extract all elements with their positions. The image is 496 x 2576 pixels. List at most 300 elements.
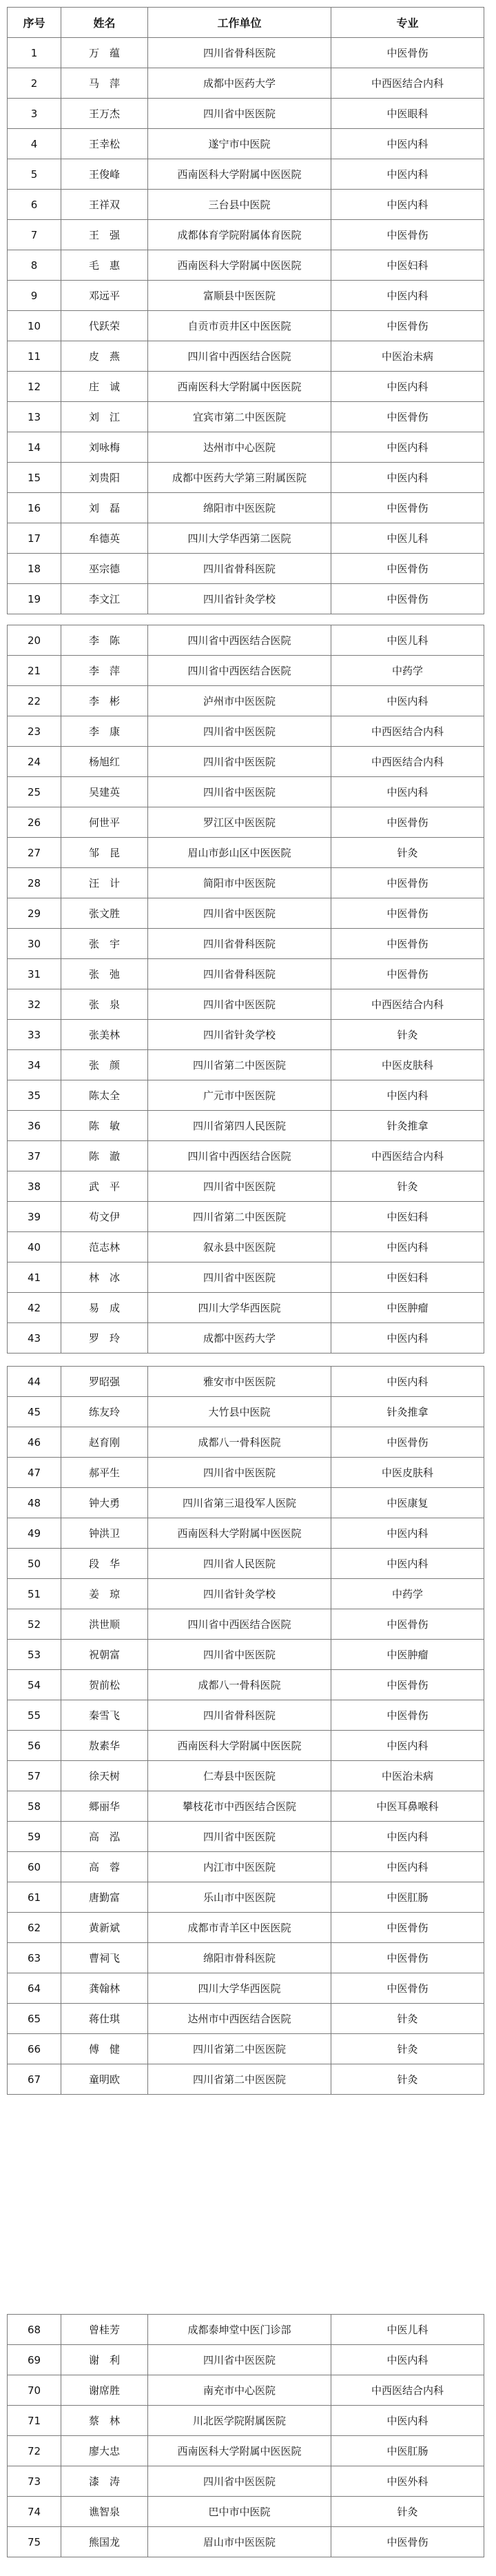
cell-no: 2 — [8, 68, 61, 99]
cell-no: 33 — [8, 1020, 61, 1050]
cell-no: 74 — [8, 2497, 61, 2527]
table-row — [8, 1488, 484, 1518]
table-row — [8, 1973, 484, 2004]
cell-unit: 四川省中西医结合医院 — [148, 656, 331, 686]
cell-no: 51 — [8, 1579, 61, 1609]
cell-no: 44 — [8, 1367, 61, 1397]
cell-specialty: 中西医结合内科 — [331, 2375, 484, 2406]
cell-unit: 自贡市贡井区中医医院 — [148, 311, 331, 341]
cell-specialty: 中医肛肠 — [331, 2436, 484, 2466]
table-row — [8, 2527, 484, 2557]
cell-no: 26 — [8, 807, 61, 838]
table-row — [8, 281, 484, 311]
cell-unit: 四川省中医医院 — [148, 2345, 331, 2375]
cell-unit: 遂宁市中医院 — [148, 129, 331, 159]
cell-name: 杨旭红 — [61, 747, 148, 777]
cell-name: 谢 利 — [61, 2345, 148, 2375]
table-row — [8, 1397, 484, 1427]
cell-name: 高 蓉 — [61, 1852, 148, 1882]
table-row — [8, 1232, 484, 1262]
cell-name: 皮 燕 — [61, 341, 148, 372]
cell-name: 钟洪卫 — [61, 1518, 148, 1549]
cell-no: 20 — [8, 625, 61, 656]
table-row — [8, 1579, 484, 1609]
table-row — [8, 777, 484, 807]
table-row — [8, 1670, 484, 1700]
cell-name: 刘 江 — [61, 402, 148, 432]
cell-specialty: 针灸 — [331, 1171, 484, 1202]
cell-unit: 达州市中心医院 — [148, 432, 331, 463]
cell-unit: 四川省中医医院 — [148, 1262, 331, 1293]
cell-specialty: 中医骨伤 — [331, 929, 484, 959]
table-row — [8, 68, 484, 99]
cell-unit: 四川省针灸学校 — [148, 1579, 331, 1609]
cell-specialty: 针灸 — [331, 2034, 484, 2064]
cell-no: 30 — [8, 929, 61, 959]
cell-unit: 乐山市中医医院 — [148, 1882, 331, 1913]
cell-name: 王幸松 — [61, 129, 148, 159]
cell-unit: 成都八一骨科医院 — [148, 1670, 331, 1700]
cell-no: 3 — [8, 99, 61, 129]
cell-unit: 成都市青羊区中医医院 — [148, 1913, 331, 1943]
table-row — [8, 1791, 484, 1822]
cell-no: 5 — [8, 159, 61, 190]
table-row — [8, 1141, 484, 1171]
cell-unit: 四川省骨科医院 — [148, 1700, 331, 1731]
cell-name: 唐勤富 — [61, 1882, 148, 1913]
cell-specialty: 中医内科 — [331, 2345, 484, 2375]
table-row — [8, 2497, 484, 2527]
cell-specialty: 中医内科 — [331, 281, 484, 311]
cell-name: 邹 昆 — [61, 838, 148, 868]
table-row — [8, 929, 484, 959]
cell-no: 56 — [8, 1731, 61, 1761]
cell-no: 60 — [8, 1852, 61, 1882]
table-row — [8, 38, 484, 68]
cell-no: 52 — [8, 1609, 61, 1640]
cell-name: 范志林 — [61, 1232, 148, 1262]
table-row — [8, 625, 484, 656]
cell-unit: 四川省中西医结合医院 — [148, 1141, 331, 1171]
cell-name: 易 成 — [61, 1293, 148, 1323]
cell-unit: 四川省骨科医院 — [148, 929, 331, 959]
cell-name: 万 蕴 — [61, 38, 148, 68]
table-row — [8, 159, 484, 190]
cell-no: 68 — [8, 2315, 61, 2345]
cell-name: 贺前松 — [61, 1670, 148, 1700]
roster-table-4 — [7, 2314, 484, 2557]
cell-unit: 四川省中西医结合医院 — [148, 625, 331, 656]
cell-specialty: 针灸推拿 — [331, 1397, 484, 1427]
table-row — [8, 523, 484, 554]
table-row — [8, 656, 484, 686]
table-row — [8, 1761, 484, 1791]
table-row — [8, 1323, 484, 1354]
cell-name: 熊国龙 — [61, 2527, 148, 2557]
cell-specialty: 中医内科 — [331, 1549, 484, 1579]
cell-no: 50 — [8, 1549, 61, 1579]
table-row — [8, 1943, 484, 1973]
cell-unit: 叙永县中医医院 — [148, 1232, 331, 1262]
cell-name: 张 泉 — [61, 989, 148, 1020]
cell-unit: 成都中医药大学 — [148, 1323, 331, 1354]
cell-specialty: 中医妇科 — [331, 250, 484, 281]
cell-specialty: 中医肿瘤 — [331, 1293, 484, 1323]
cell-specialty: 中医肛肠 — [331, 1882, 484, 1913]
cell-unit: 四川省第二中医医院 — [148, 2064, 331, 2095]
table-body — [8, 625, 484, 1354]
cell-no: 58 — [8, 1791, 61, 1822]
cell-specialty: 中医骨伤 — [331, 311, 484, 341]
cell-name: 邓远平 — [61, 281, 148, 311]
cell-unit: 四川省中医医院 — [148, 989, 331, 1020]
table-row — [8, 554, 484, 584]
cell-specialty: 针灸 — [331, 2497, 484, 2527]
cell-unit: 成都中医药大学第三附属医院 — [148, 463, 331, 493]
cell-name: 童明欧 — [61, 2064, 148, 2095]
cell-unit: 简阳市中医医院 — [148, 868, 331, 898]
cell-name: 李 彬 — [61, 686, 148, 716]
cell-no: 54 — [8, 1670, 61, 1700]
table-row — [8, 2064, 484, 2095]
table-row — [8, 2375, 484, 2406]
cell-no: 73 — [8, 2466, 61, 2497]
cell-no: 17 — [8, 523, 61, 554]
cell-name: 李文江 — [61, 584, 148, 614]
cell-unit: 四川省中西医结合医院 — [148, 341, 331, 372]
table-row — [8, 311, 484, 341]
cell-name: 刘咏梅 — [61, 432, 148, 463]
header-row — [8, 8, 484, 38]
cell-name: 傅 健 — [61, 2034, 148, 2064]
table-body — [8, 2315, 484, 2557]
cell-name: 姜 琼 — [61, 1579, 148, 1609]
cell-unit: 成都泰坤堂中医门诊部 — [148, 2315, 331, 2345]
table-row — [8, 463, 484, 493]
cell-no: 21 — [8, 656, 61, 686]
table-row — [8, 220, 484, 250]
cell-no: 29 — [8, 898, 61, 929]
cell-name: 秦雪飞 — [61, 1700, 148, 1731]
cell-unit: 三台县中医院 — [148, 190, 331, 220]
cell-name: 刘贵阳 — [61, 463, 148, 493]
cell-no: 63 — [8, 1943, 61, 1973]
cell-unit: 内江市中医医院 — [148, 1852, 331, 1882]
cell-no: 41 — [8, 1262, 61, 1293]
cell-no: 59 — [8, 1822, 61, 1852]
cell-specialty: 中医内科 — [331, 129, 484, 159]
cell-unit: 四川省第二中医医院 — [148, 2034, 331, 2064]
table-row — [8, 250, 484, 281]
cell-no: 14 — [8, 432, 61, 463]
cell-unit: 西南医科大学附属中医医院 — [148, 372, 331, 402]
cell-no: 34 — [8, 1050, 61, 1080]
cell-specialty: 中医内科 — [331, 1852, 484, 1882]
cell-no: 66 — [8, 2034, 61, 2064]
roster-table-1 — [7, 7, 484, 614]
table-row — [8, 1731, 484, 1761]
cell-name: 祝朝富 — [61, 1640, 148, 1670]
table-row — [8, 1427, 484, 1458]
cell-no: 23 — [8, 716, 61, 747]
cell-no: 16 — [8, 493, 61, 523]
cell-unit: 四川省第二中医医院 — [148, 1202, 331, 1232]
table-row — [8, 1822, 484, 1852]
cell-name: 代跃荣 — [61, 311, 148, 341]
cell-unit: 罗江区中医医院 — [148, 807, 331, 838]
cell-no: 4 — [8, 129, 61, 159]
cell-no: 28 — [8, 868, 61, 898]
cell-specialty: 中医骨伤 — [331, 2527, 484, 2557]
table-row — [8, 1293, 484, 1323]
cell-name: 刘 磊 — [61, 493, 148, 523]
table-row — [8, 838, 484, 868]
cell-specialty: 中医治未病 — [331, 1761, 484, 1791]
cell-name: 苟文伊 — [61, 1202, 148, 1232]
cell-no: 12 — [8, 372, 61, 402]
cell-specialty: 中医康复 — [331, 1488, 484, 1518]
cell-unit: 富顺县中医医院 — [148, 281, 331, 311]
table-row — [8, 1171, 484, 1202]
cell-specialty: 中医眼科 — [331, 99, 484, 129]
table-body — [8, 38, 484, 614]
cell-name: 洪世顺 — [61, 1609, 148, 1640]
cell-specialty: 中医骨伤 — [331, 1913, 484, 1943]
cell-unit: 四川省中医医院 — [148, 898, 331, 929]
cell-no: 39 — [8, 1202, 61, 1232]
cell-name: 王俊峰 — [61, 159, 148, 190]
cell-unit: 西南医科大学附属中医医院 — [148, 2436, 331, 2466]
cell-name: 徐天树 — [61, 1761, 148, 1791]
table-row — [8, 2004, 484, 2034]
table-row — [8, 1020, 484, 1050]
table-row — [8, 372, 484, 402]
cell-unit: 大竹县中医院 — [148, 1397, 331, 1427]
cell-name: 郝平生 — [61, 1458, 148, 1488]
cell-name: 王 强 — [61, 220, 148, 250]
table-row — [8, 1367, 484, 1397]
cell-unit: 四川省第四人民医院 — [148, 1111, 331, 1141]
cell-no: 47 — [8, 1458, 61, 1488]
cell-specialty: 中医骨伤 — [331, 959, 484, 989]
cell-name: 李 萍 — [61, 656, 148, 686]
cell-unit: 四川省第三退役军人医院 — [148, 1488, 331, 1518]
cell-specialty: 针灸 — [331, 2004, 484, 2034]
cell-specialty: 针灸 — [331, 1020, 484, 1050]
table-row — [8, 807, 484, 838]
cell-specialty: 中药学 — [331, 1579, 484, 1609]
cell-no: 48 — [8, 1488, 61, 1518]
table-row — [8, 402, 484, 432]
table-row — [8, 2406, 484, 2436]
cell-specialty: 中医内科 — [331, 777, 484, 807]
cell-specialty: 中医内科 — [331, 686, 484, 716]
table-row — [8, 1262, 484, 1293]
cell-no: 24 — [8, 747, 61, 777]
cell-no: 9 — [8, 281, 61, 311]
cell-no: 40 — [8, 1232, 61, 1262]
cell-unit: 达州市中西医结合医院 — [148, 2004, 331, 2034]
cell-unit: 四川省中医医院 — [148, 777, 331, 807]
cell-specialty: 中西医结合内科 — [331, 716, 484, 747]
cell-specialty: 中医肿瘤 — [331, 1640, 484, 1670]
cell-specialty: 中医儿科 — [331, 2315, 484, 2345]
cell-name: 罗昭强 — [61, 1367, 148, 1397]
cell-unit: 仁寿县中医医院 — [148, 1761, 331, 1791]
cell-specialty: 中医骨伤 — [331, 1973, 484, 2004]
cell-no: 69 — [8, 2345, 61, 2375]
cell-specialty: 中医内科 — [331, 1731, 484, 1761]
table-row — [8, 129, 484, 159]
cell-specialty: 针灸推拿 — [331, 1111, 484, 1141]
cell-no: 8 — [8, 250, 61, 281]
roster-table-3 — [7, 1366, 484, 2095]
cell-unit: 四川省中医医院 — [148, 1458, 331, 1488]
cell-name: 张美林 — [61, 1020, 148, 1050]
cell-name: 庄 诚 — [61, 372, 148, 402]
table-row — [8, 1852, 484, 1882]
cell-specialty: 中医骨伤 — [331, 1943, 484, 1973]
table-row — [8, 1549, 484, 1579]
cell-specialty: 中医妇科 — [331, 1262, 484, 1293]
table-row — [8, 747, 484, 777]
cell-specialty: 中西医结合内科 — [331, 989, 484, 1020]
cell-name: 张 宇 — [61, 929, 148, 959]
table-row — [8, 584, 484, 614]
cell-no: 6 — [8, 190, 61, 220]
cell-specialty: 中医骨伤 — [331, 584, 484, 614]
cell-name: 高 泓 — [61, 1822, 148, 1852]
table-row — [8, 2436, 484, 2466]
cell-name: 陈太全 — [61, 1080, 148, 1111]
cell-name: 廖大忠 — [61, 2436, 148, 2466]
table-row — [8, 868, 484, 898]
cell-specialty: 中医骨伤 — [331, 868, 484, 898]
cell-unit: 绵阳市中医医院 — [148, 493, 331, 523]
table-row — [8, 2315, 484, 2345]
cell-no: 11 — [8, 341, 61, 372]
cell-name: 张 弛 — [61, 959, 148, 989]
cell-specialty: 中医内科 — [331, 190, 484, 220]
cell-no: 53 — [8, 1640, 61, 1670]
cell-specialty: 中医内科 — [331, 159, 484, 190]
cell-unit: 西南医科大学附属中医医院 — [148, 250, 331, 281]
cell-specialty: 中医内科 — [331, 463, 484, 493]
header-unit: 工作单位 — [148, 8, 331, 38]
cell-unit: 四川省骨科医院 — [148, 38, 331, 68]
cell-unit: 四川省中医医院 — [148, 1822, 331, 1852]
cell-specialty: 中医内科 — [331, 1367, 484, 1397]
table-row — [8, 898, 484, 929]
cell-no: 45 — [8, 1397, 61, 1427]
cell-name: 陈 澈 — [61, 1141, 148, 1171]
cell-no: 19 — [8, 584, 61, 614]
cell-name: 林 冰 — [61, 1262, 148, 1293]
cell-specialty: 中医儿科 — [331, 523, 484, 554]
cell-name: 曹祠飞 — [61, 1943, 148, 1973]
cell-name: 漆 涛 — [61, 2466, 148, 2497]
cell-unit: 四川省针灸学校 — [148, 1020, 331, 1050]
cell-specialty: 中医内科 — [331, 1232, 484, 1262]
cell-unit: 攀枝花市中西医结合医院 — [148, 1791, 331, 1822]
cell-specialty: 针灸 — [331, 838, 484, 868]
cell-specialty: 中医骨伤 — [331, 402, 484, 432]
cell-specialty: 中西医结合内科 — [331, 747, 484, 777]
cell-no: 55 — [8, 1700, 61, 1731]
cell-no: 31 — [8, 959, 61, 989]
table-row — [8, 1458, 484, 1488]
cell-unit: 四川省骨科医院 — [148, 959, 331, 989]
cell-unit: 西南医科大学附属中医医院 — [148, 1518, 331, 1549]
table-row — [8, 686, 484, 716]
table-row — [8, 2034, 484, 2064]
table-row — [8, 716, 484, 747]
cell-name: 黄新斌 — [61, 1913, 148, 1943]
cell-specialty: 中医骨伤 — [331, 493, 484, 523]
cell-name: 李 陈 — [61, 625, 148, 656]
cell-specialty: 中医内科 — [331, 372, 484, 402]
cell-no: 61 — [8, 1882, 61, 1913]
cell-no: 62 — [8, 1913, 61, 1943]
table-row — [8, 2466, 484, 2497]
table-row — [8, 1080, 484, 1111]
cell-specialty: 中医骨伤 — [331, 1609, 484, 1640]
cell-name: 曾桂芳 — [61, 2315, 148, 2345]
cell-name: 钟大勇 — [61, 1488, 148, 1518]
cell-unit: 四川省中西医结合医院 — [148, 1609, 331, 1640]
table-row — [8, 1640, 484, 1670]
cell-specialty: 中药学 — [331, 656, 484, 686]
cell-no: 49 — [8, 1518, 61, 1549]
cell-no: 75 — [8, 2527, 61, 2557]
cell-unit: 四川省骨科医院 — [148, 554, 331, 584]
table-row — [8, 1518, 484, 1549]
cell-name: 陈 敏 — [61, 1111, 148, 1141]
cell-unit: 四川省中医医院 — [148, 716, 331, 747]
cell-no: 42 — [8, 1293, 61, 1323]
table-row — [8, 190, 484, 220]
cell-specialty: 中医内科 — [331, 1822, 484, 1852]
cell-unit: 西南医科大学附属中医医院 — [148, 159, 331, 190]
cell-no: 22 — [8, 686, 61, 716]
table-row — [8, 1700, 484, 1731]
cell-name: 蔡 林 — [61, 2406, 148, 2436]
cell-no: 27 — [8, 838, 61, 868]
cell-name: 王祥双 — [61, 190, 148, 220]
cell-no: 72 — [8, 2436, 61, 2466]
cell-unit: 绵阳市骨科医院 — [148, 1943, 331, 1973]
cell-name: 练友玲 — [61, 1397, 148, 1427]
cell-no: 43 — [8, 1323, 61, 1354]
cell-unit: 四川省中医医院 — [148, 99, 331, 129]
cell-name: 谢席胜 — [61, 2375, 148, 2406]
cell-unit: 四川省中医医院 — [148, 2466, 331, 2497]
cell-no: 13 — [8, 402, 61, 432]
cell-specialty: 中医骨伤 — [331, 554, 484, 584]
cell-name: 蒋仕琪 — [61, 2004, 148, 2034]
table-row — [8, 1882, 484, 1913]
table-row — [8, 1111, 484, 1141]
cell-specialty: 中医骨伤 — [331, 807, 484, 838]
cell-no: 70 — [8, 2375, 61, 2406]
table-row — [8, 1913, 484, 1943]
cell-specialty: 中医皮肤科 — [331, 1050, 484, 1080]
cell-specialty: 中医骨伤 — [331, 220, 484, 250]
cell-no: 37 — [8, 1141, 61, 1171]
cell-unit: 成都中医药大学 — [148, 68, 331, 99]
cell-specialty: 中医内科 — [331, 1323, 484, 1354]
cell-unit: 广元市中医医院 — [148, 1080, 331, 1111]
